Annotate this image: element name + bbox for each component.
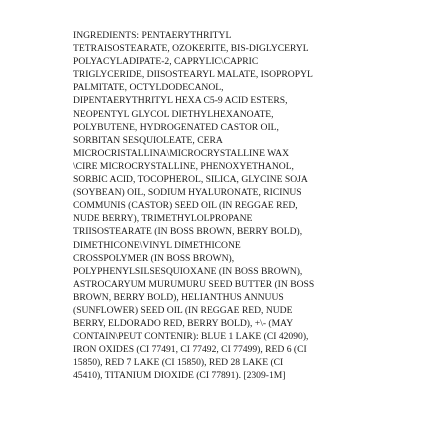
ingredients-line: SORBITAN SESQUIOLEATE, CERA	[73, 134, 223, 146]
ingredients-line: \CIRE MICROCRYSTALLINE, PHENOXYETHANOL,	[73, 160, 294, 172]
ingredients-line: TRIGLYCERIDE, DIISOSTEARYL MALATE, ISOPROPYL	[73, 69, 313, 81]
ingredients-line: ASTROCARYUM MURUMURU SEED BUTTER (IN BOSS	[73, 278, 315, 290]
ingredients-line: COMMUNIS (CASTOR) SEED OIL (IN REGGAE RED,	[73, 200, 298, 212]
ingredients-line: TETRAISOSTEARATE, OZOKERITE, BIS-DIGLYCERYL	[73, 43, 309, 55]
ingredients-line: SORBIC ACID, TOCOPHEROL, SILICA, GLYCINE SOJA	[73, 174, 308, 186]
ingredients-line: DIPENTAERYTHRITYL HEXA C5-9 ACID ESTERS,	[73, 95, 288, 107]
ingredients-line: (SUNFLOWER) SEED OIL (IN REGGAE RED, NUDE	[73, 304, 293, 316]
ingredients-line: (SOYBEAN) OIL, SODIUM HYALURONATE, RICINUS	[73, 187, 302, 199]
ingredients-line: POLYPHENYLSILSESQUIOXANE (IN BOSS BROWN),	[73, 265, 303, 277]
ingredients-line: POLYACYLADIPATE-2, CAPRYLIC\CAPRIC	[73, 56, 259, 68]
ingredients-line: TRIISOSTEARATE (IN BOSS BROWN, BERRY BOLD),	[73, 226, 303, 238]
ingredients-line: CROSSPOLYMER (IN BOSS BROWN),	[73, 252, 235, 264]
ingredients-line: 45410), TITANIUM DIOXIDE (CI 77891). [2309-1M]	[73, 370, 286, 382]
ingredients-line: DIMETHICONE\VINYL DIMETHICONE	[73, 239, 241, 251]
ingredients-line: BROWN, BERRY BOLD), HELIANTHUS ANNUUS	[73, 291, 284, 303]
ingredients-line: CONTAIN\PEUT CONTENIR): BLUE 1 LAKE (CI 42090),	[73, 331, 309, 343]
ingredients-line: INGREDIENTS: PENTAERYTHRITYL	[73, 30, 232, 41]
ingredients-line: BERRY, ELDORADO RED, BERRY BOLD), +\- (MAY	[73, 318, 294, 330]
ingredients-line: PALMITATE, OCTYLDODECANOL,	[73, 82, 224, 94]
ingredients-line: 15850), RED 7 LAKE (CI 15850), RED 28 LAKE (CI	[73, 357, 284, 369]
ingredients-line: NUDE BERRY), TRIMETHYLOLPROPANE	[73, 213, 253, 225]
ingredients-line: IRON OXIDES (CI 77491, CI 77492, CI 77499), RED 6 (CI	[73, 344, 307, 356]
ingredients-line: NEOPENTYL GLYCOL DIETHYLHEXANOATE,	[73, 108, 274, 120]
ingredients-line: MICROCRISTALLINA\MICROCRYSTALLINE WAX	[73, 147, 290, 159]
ingredients-line: POLYBUTENE, HYDROGENATED CASTOR OIL,	[73, 121, 279, 133]
ingredients-text	[73, 29, 373, 383]
